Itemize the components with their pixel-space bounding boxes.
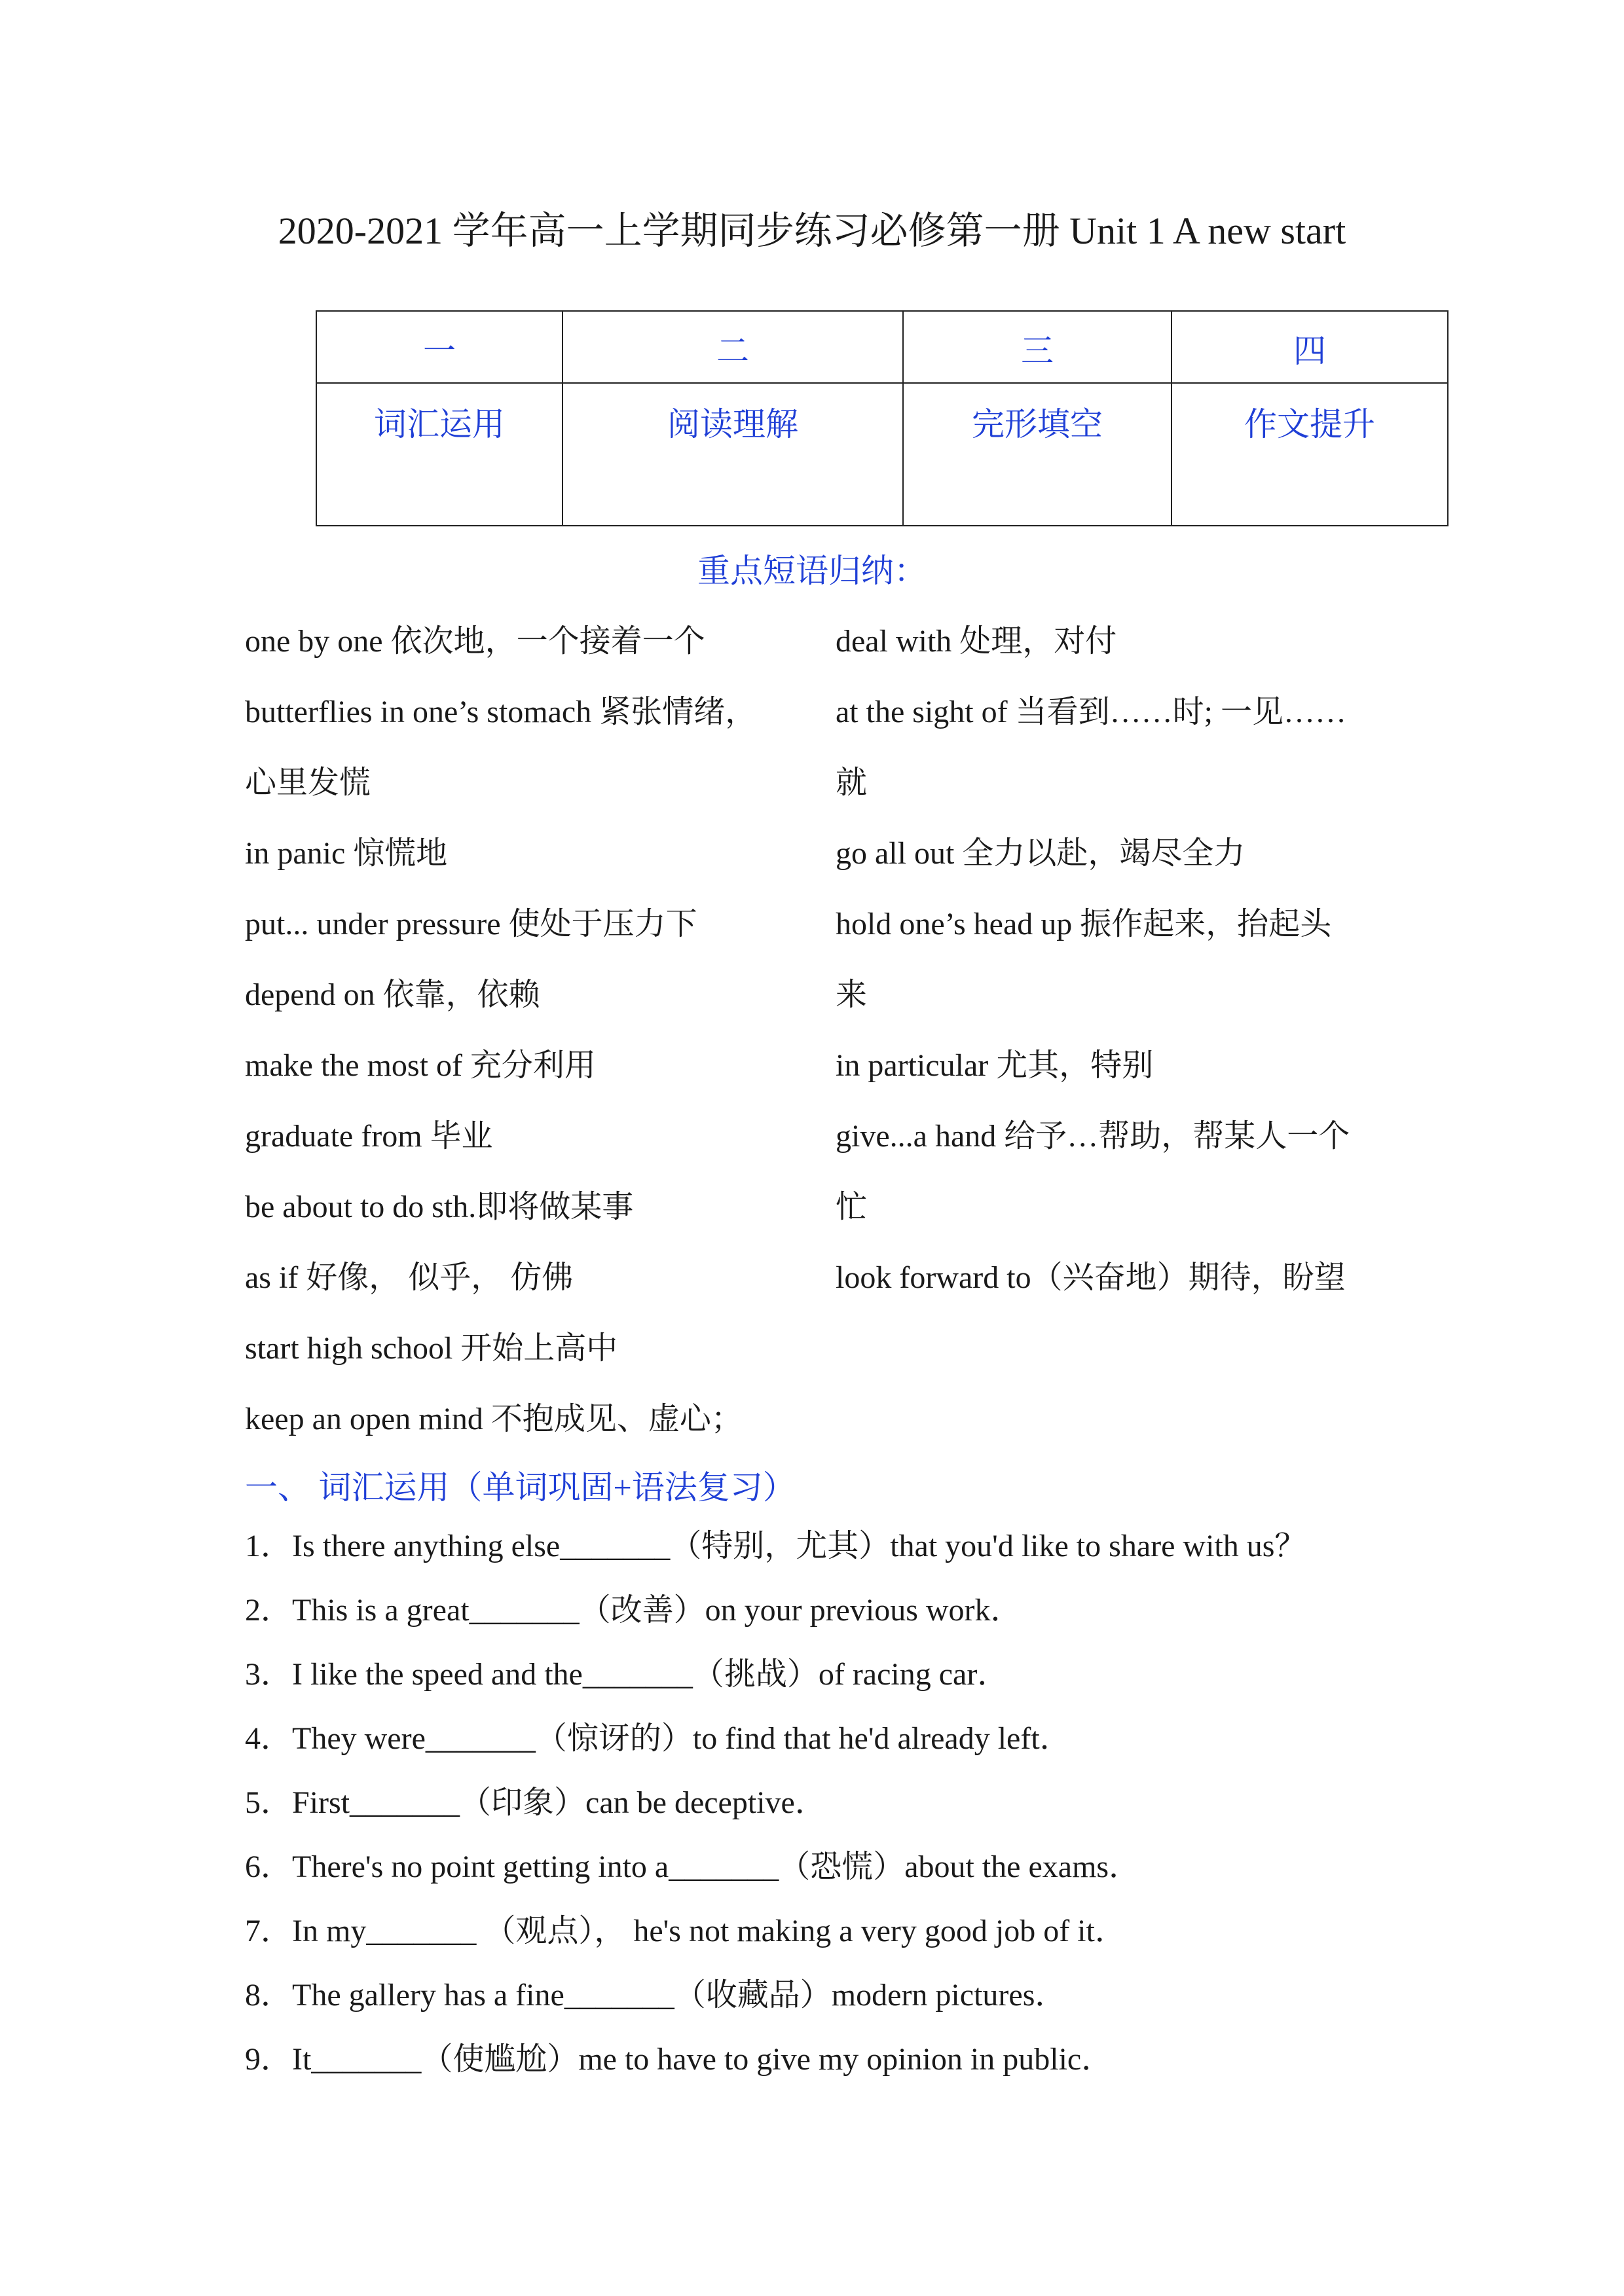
section-1-heading: 一、 词汇运用（单词巩固+语法复习） [245,1469,796,1506]
phrase-item: put... under pressure 使处于压力下 [245,907,697,941]
phrase-item: start high school 开始上高中 [245,1331,618,1366]
section-name-1: 词汇运用 [316,383,563,526]
question-item: 8．The gallery has a fine_______（收藏品）modern pictures． [245,1978,1067,2013]
phrase-item: in particular 尤其，特别 [836,1048,1154,1083]
phrase-item: give...a hand 给予…帮助，帮某人一个 [836,1119,1350,1154]
question-item: 6．There's no point getting into a_______（恐慌）about the exams． [245,1850,1141,1884]
phrase-item: 来 [836,977,868,1012]
phrase-item: graduate from 毕业 [245,1119,493,1154]
question-item: 7．In my_______ （观点）， he's not making a very good job of it． [245,1914,1126,1948]
phrase-item: one by one 依次地，一个接着一个 [245,624,705,659]
section-name-3: 完形填空 [903,383,1172,526]
phrase-item: depend on 依靠，依赖 [245,977,540,1012]
question-item: 4．They were_______（惊讶的）to find that he'd already left． [245,1721,1071,1756]
phrase-item: look forward to（兴奋地）期待，盼望 [836,1260,1346,1295]
phrase-item: hold one’s head up 振作起来，抬起头 [836,907,1332,941]
phrase-item: go all out 全力以赴，竭尽全力 [836,836,1246,871]
question-item: 9．It_______（使尴尬）me to have to give my opinion in public． [245,2042,1113,2077]
section-number-1: 一 [316,311,563,383]
question-item: 2．This is a great_______（改善）on your previous work． [245,1593,1022,1628]
phrase-item: 就 [836,765,868,800]
question-item: 5．First_______（印象）can be deceptive． [245,1785,826,1820]
phrase-item: 忙 [836,1190,868,1224]
phrase-item: butterflies in one’s stomach 紧张情绪， [245,695,757,729]
phrases-heading: 重点短语归纳： [697,553,927,589]
phrase-item: 心里发慌 [245,765,371,800]
phrase-item: keep an open mind 不抱成见、虚心； [245,1402,743,1436]
phrase-item: make the most of 充分利用 [245,1048,596,1083]
section-name-4: 作文提升 [1172,383,1448,526]
phrase-item: be about to do sth.即将做某事 [245,1190,634,1224]
sections-table [316,310,1449,526]
phrase-item: as if 好像， 似乎， 仿佛 [245,1260,574,1295]
question-item: 3．I like the speed and the_______（挑战）of racing car． [245,1657,1009,1692]
question-item: 1．Is there anything else_______（特别，尤其）that you'd like to share with us？ [245,1529,1306,1563]
section-name-2: 阅读理解 [563,383,903,526]
section-number-2: 二 [563,311,903,383]
document-title: 2020-2021 学年高一上学期同步练习必修第一册 Unit 1 A new start [278,210,1346,252]
phrase-item: in panic 惊慌地 [245,836,448,871]
section-number-3: 三 [903,311,1172,383]
phrase-item: deal with 处理，对付 [836,624,1117,659]
phrase-item: at the sight of 当看到……时; 一见…… [836,695,1346,729]
section-number-4: 四 [1172,311,1448,383]
